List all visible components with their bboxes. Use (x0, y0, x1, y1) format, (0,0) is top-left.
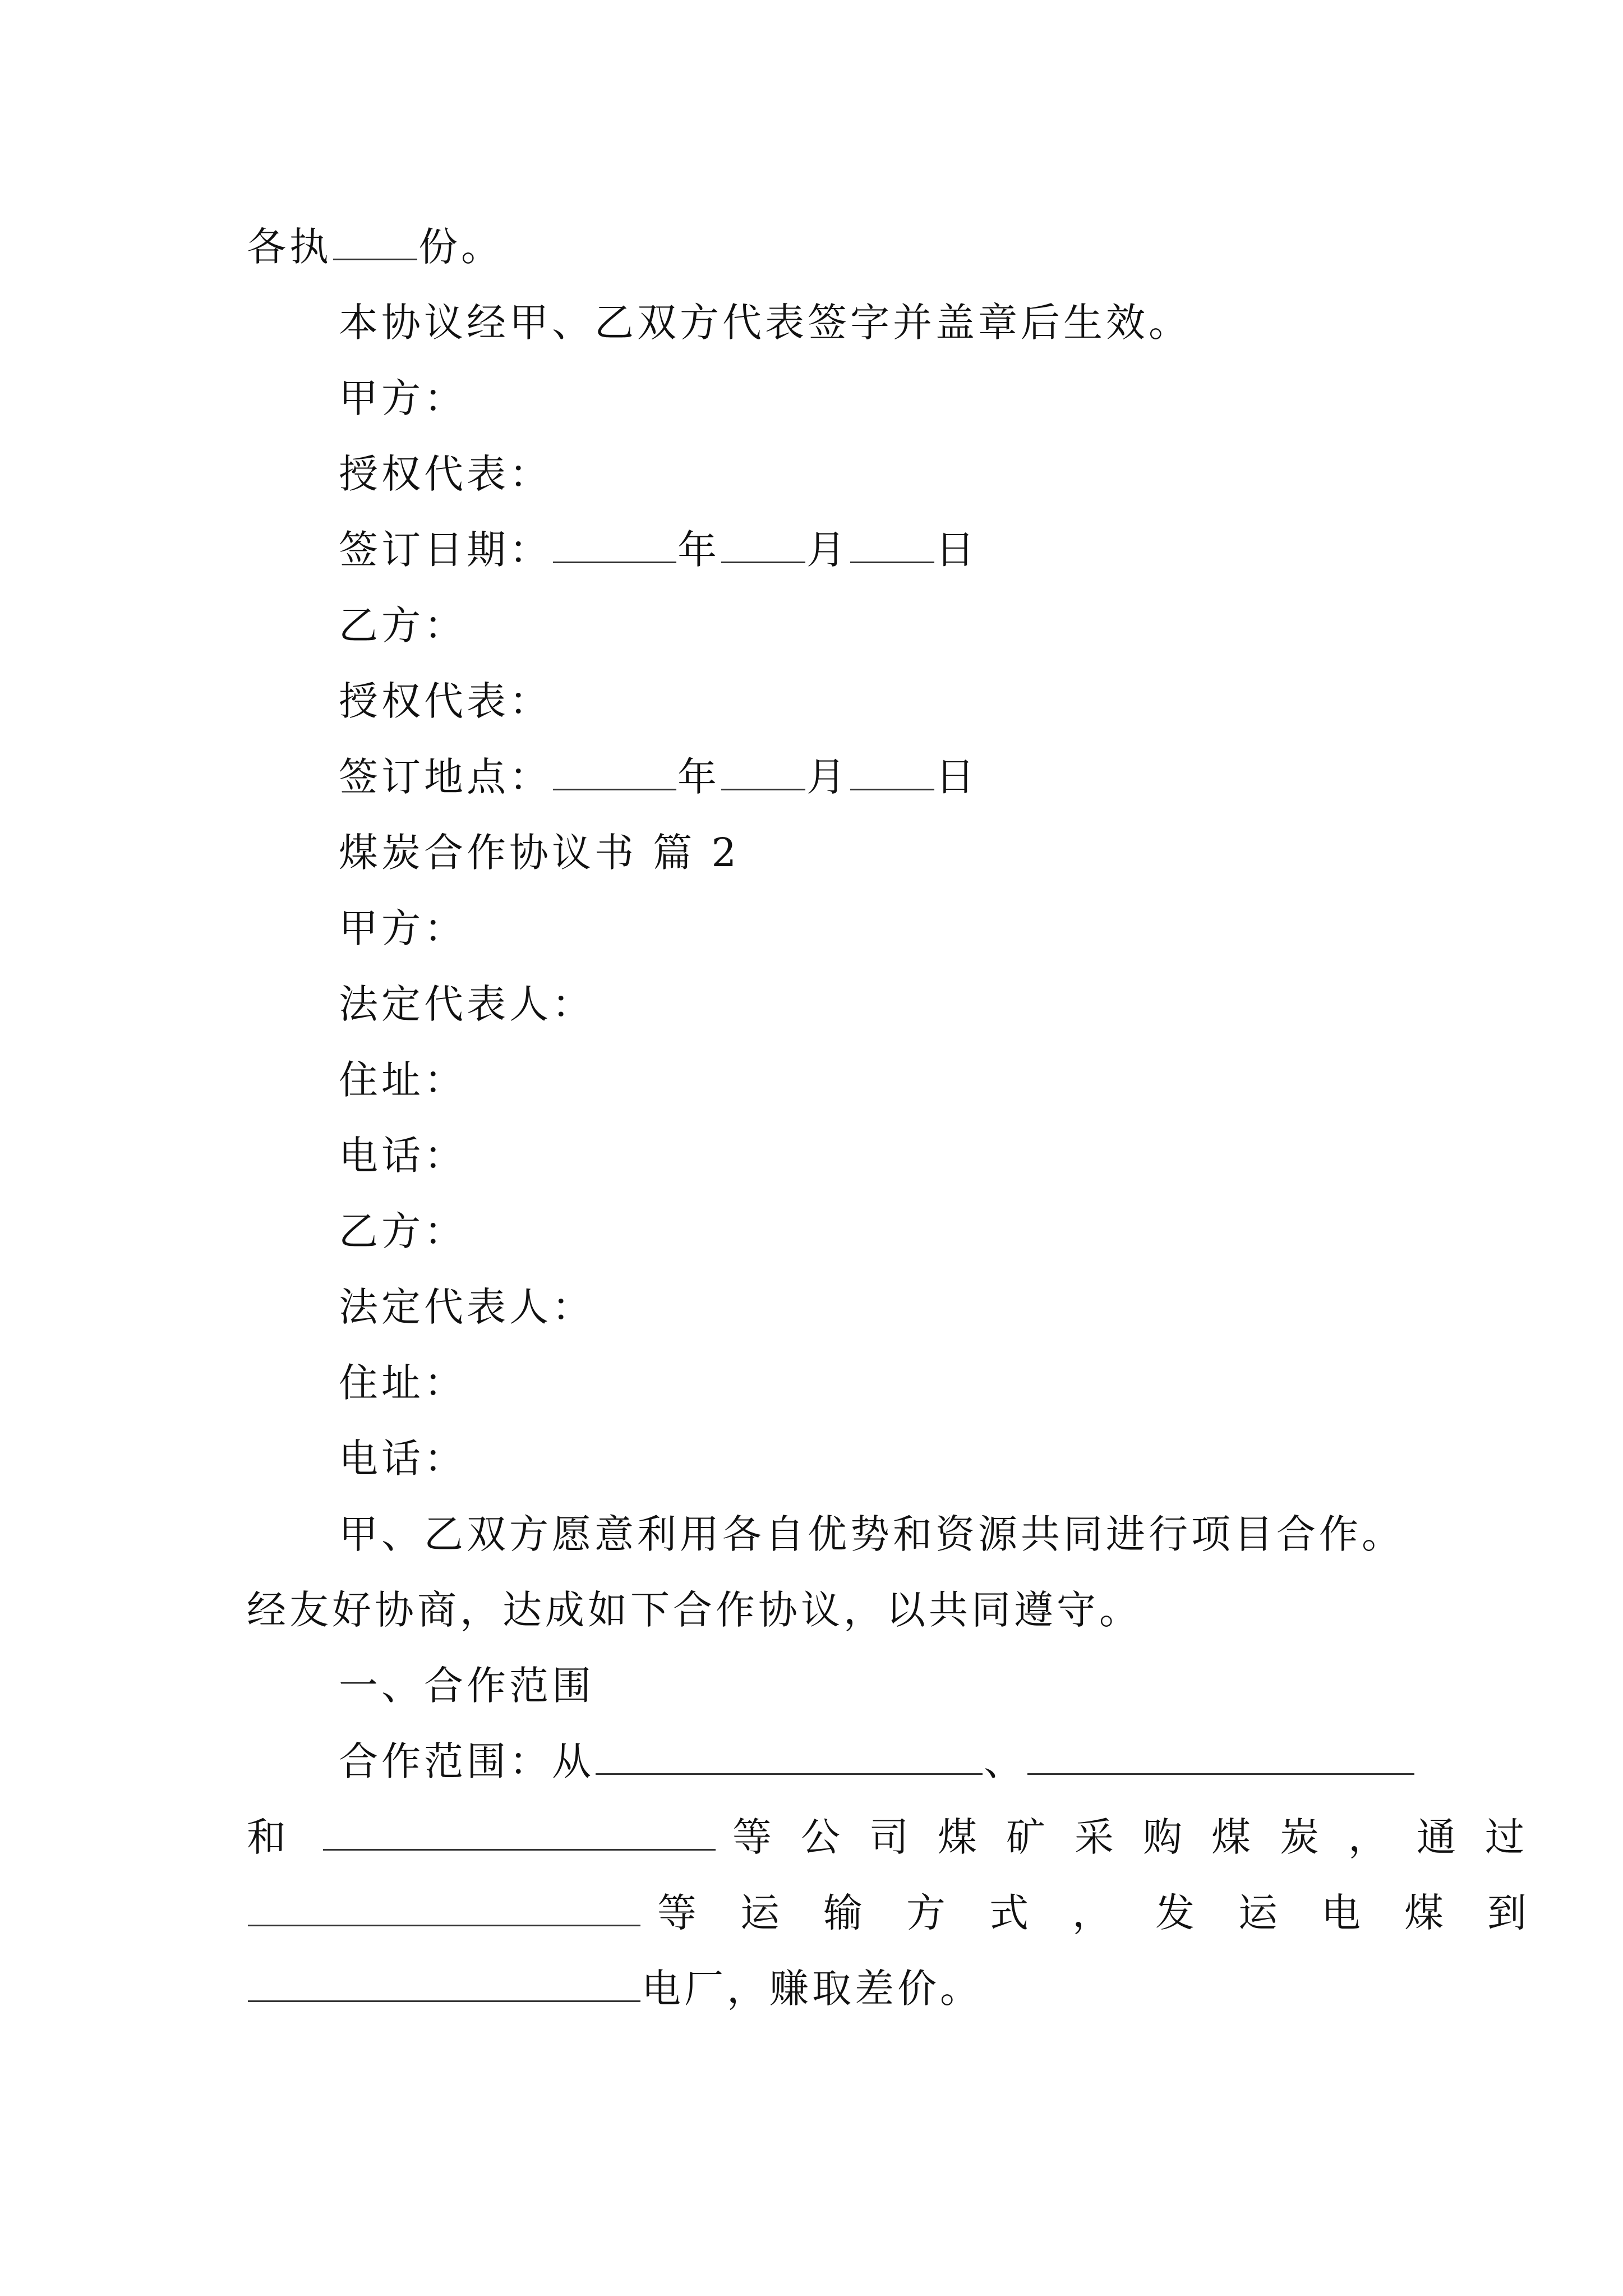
scope-blank-5 (248, 1961, 640, 2002)
authorized-rep-a: 授权代表： (339, 451, 552, 497)
scope-blank-2 (1027, 1734, 1414, 1775)
copies-line (247, 219, 1391, 275)
clause-heading: 一、合作范围 (339, 1663, 594, 1709)
year-label: 年 (677, 527, 720, 573)
scope-line-3 (247, 1885, 1570, 1941)
year-blank (553, 522, 676, 563)
day-blank (850, 749, 934, 790)
copies-text-end: 份。 (418, 224, 504, 270)
intro-paragraph-line-2: 经友好协商，达成如下合作协议，以共同遵守。 (247, 1587, 1142, 1633)
day-label: 日 (935, 754, 978, 800)
scope-separator: 、 (984, 1738, 1026, 1784)
authorized-rep-b: 授权代表： (339, 678, 552, 724)
address-a: 住址： (339, 1057, 467, 1103)
legal-rep-a: 法定代表人： (339, 981, 594, 1027)
month-label: 月 (806, 754, 849, 800)
party-a-label-2: 甲方： (339, 905, 467, 951)
phone-b: 电话： (339, 1435, 467, 1481)
day-blank (850, 522, 934, 563)
copies-blank (333, 219, 417, 260)
legal-rep-b: 法定代表人： (339, 1284, 594, 1330)
address-b: 住址： (339, 1360, 467, 1406)
year-blank (553, 749, 676, 790)
scope-and: 和 (247, 1814, 289, 1860)
scope-blank-4 (248, 1885, 640, 1926)
signing-place-line (339, 749, 1391, 805)
month-label: 月 (806, 527, 849, 573)
intro-paragraph-line-1: 甲、乙双方愿意利用各自优势和资源共同进行项目合作。 (339, 1511, 1404, 1557)
party-b-label: 乙方： (339, 602, 467, 648)
signing-date-label: 签订日期： (339, 527, 552, 573)
signing-date-line (339, 522, 1391, 578)
phone-a: 电话： (339, 1133, 467, 1179)
scope-line-4 (247, 1961, 1391, 2017)
scope-transport-text: 等运输方式，发运电煤到 (657, 1890, 1570, 1936)
effective-clause: 本协议经甲、乙双方代表签字并盖章后生效。 (339, 300, 1191, 346)
scope-line-1 (339, 1733, 1391, 1789)
day-label: 日 (935, 527, 978, 573)
scope-purchase-text: 等公司煤矿采购煤炭，通过 (732, 1814, 1553, 1860)
month-blank (721, 749, 805, 790)
party-b-label-2: 乙方： (339, 1208, 467, 1254)
section-title: 煤炭合作协议书 篇 2 (339, 830, 740, 876)
signing-place-label: 签订地点： (339, 754, 552, 800)
month-blank (721, 522, 805, 563)
year-label: 年 (677, 754, 720, 800)
scope-profit-text: 电厂，赚取差价。 (642, 1966, 983, 2012)
scope-blank-1 (596, 1734, 983, 1775)
copies-text-start: 各执 (247, 224, 332, 270)
party-a-label: 甲方： (339, 375, 467, 421)
scope-label: 合作范围：从 (339, 1738, 594, 1784)
scope-blank-3 (323, 1810, 716, 1851)
scope-line-2 (247, 1809, 1553, 1865)
